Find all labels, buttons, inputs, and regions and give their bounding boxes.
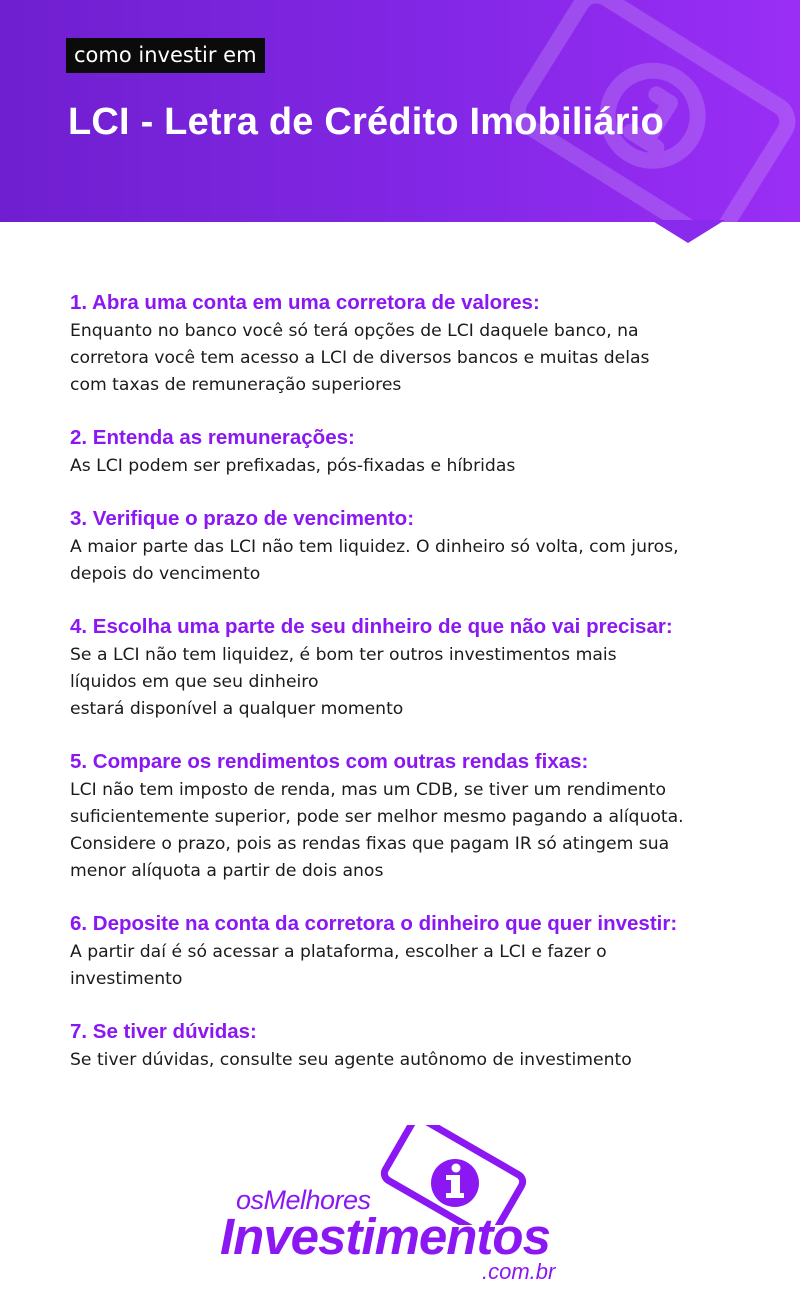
logo-small-text: osMelhores xyxy=(236,1185,371,1215)
step-6 xyxy=(70,909,750,993)
step-text: LCI não tem imposto de renda, mas um CDB, se tiver um rendimento suficientemente superior, pode ser melhor mesmo pagando a alíquota. Considere o prazo, pois as rendas fixas que pagam IR só atingem sua menor alíquota a partir de dois anos xyxy=(70,780,684,881)
step-title: 4. Escolha uma parte de seu dinheiro de que não vai precisar: xyxy=(70,615,673,638)
step-5 xyxy=(70,747,750,885)
step-2 xyxy=(70,423,750,480)
logo-big-text: Investimentos xyxy=(220,1208,550,1265)
step-text: Se tiver dúvidas, consulte seu agente autônomo de investimento xyxy=(70,1050,632,1070)
step-text: A maior parte das LCI não tem liquidez. O dinheiro só volta, com juros, depois do vencimento xyxy=(70,537,679,584)
step-title: 6. Deposite na conta da corretora o dinheiro que quer investir: xyxy=(70,912,678,935)
page-title: LCI - Letra de Crédito Imobiliário xyxy=(68,101,664,143)
step-text: A partir daí é só acessar a plataforma, escolher a LCI e fazer o investimento xyxy=(70,942,607,989)
step-title: 7. Se tiver dúvidas: xyxy=(70,1020,257,1043)
step-3 xyxy=(70,504,750,588)
step-text: As LCI podem ser prefixadas, pós-fixadas e híbridas xyxy=(70,456,516,476)
steps-list xyxy=(70,288,750,1098)
logo-domain-text: .com.br xyxy=(482,1259,556,1284)
brand-logo xyxy=(220,1125,590,1285)
step-4 xyxy=(70,612,750,723)
step-title: 1. Abra uma conta em uma corretora de valores: xyxy=(70,291,540,314)
step-text: Enquanto no banco você só terá opções de LCI daquele banco, na corretora você tem acesso a LCI de diversos bancos e muitas delas com taxas de remuneração superiores xyxy=(70,321,650,395)
kicker-label: como investir em xyxy=(66,38,265,73)
step-text: Se a LCI não tem liquidez, é bom ter outros investimentos mais líquidos em que seu dinheiro estará disponível a qualquer momento xyxy=(70,645,617,719)
header-notch xyxy=(651,220,725,243)
step-7 xyxy=(70,1017,750,1074)
header-banner xyxy=(0,0,800,222)
step-title: 2. Entenda as remunerações: xyxy=(70,426,355,449)
step-title: 3. Verifique o prazo de vencimento: xyxy=(70,507,415,530)
step-title: 5. Compare os rendimentos com outras rendas fixas: xyxy=(70,750,589,773)
step-1 xyxy=(70,288,750,399)
